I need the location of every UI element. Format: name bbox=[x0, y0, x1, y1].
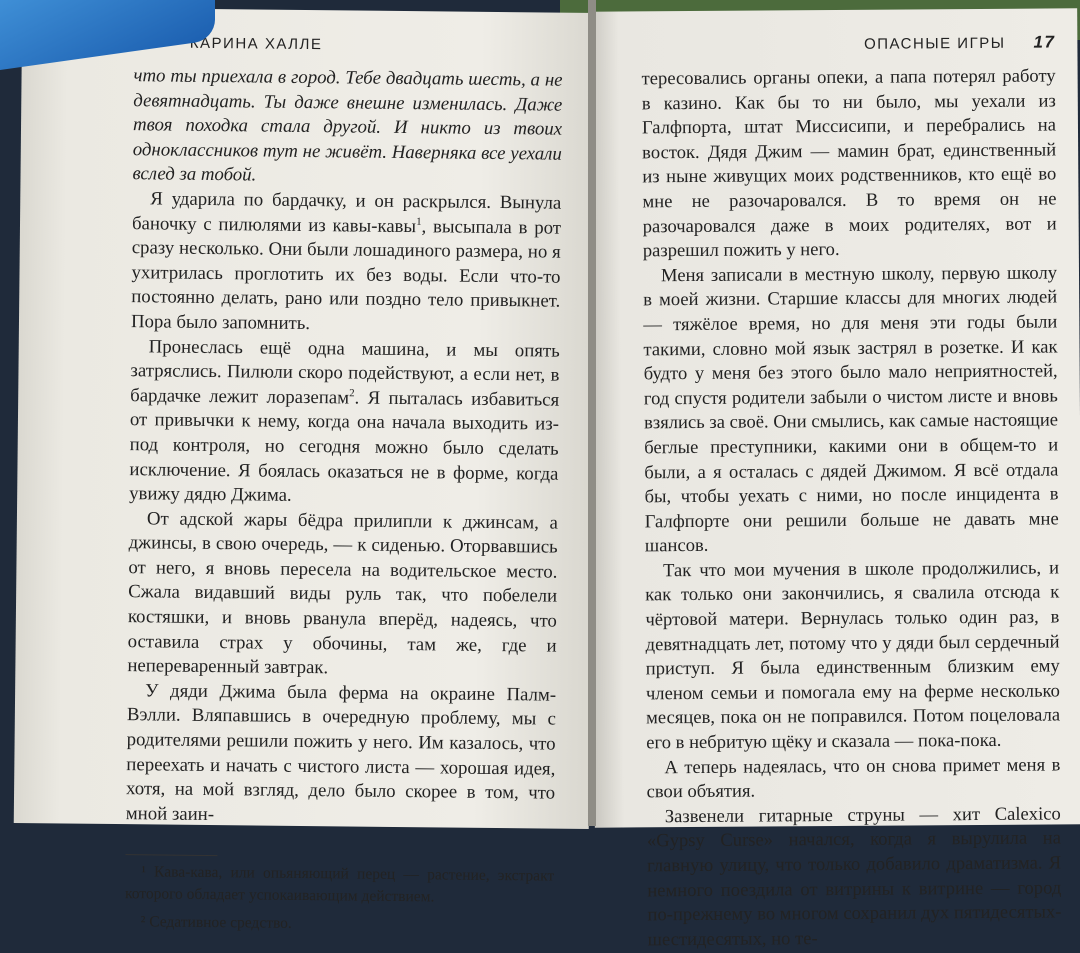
footnote-ref: 1 bbox=[416, 215, 422, 228]
right-page bbox=[589, 8, 1080, 951]
paragraph-text: Я ударила по бардачку, и он раскрылся. Вынула баночку с пилюлями из кавы-кавы bbox=[131, 188, 562, 237]
right-page-header bbox=[641, 32, 1055, 55]
footnote-divider bbox=[125, 855, 217, 857]
running-head-title: ОПАСНЫЕ ИГРЫ bbox=[863, 34, 1006, 53]
italic-paragraph: что ты приехала в город. Тебе двадцать шесть, а не девятнадцать. Ты даже внешне изменилась. Даже твоя походка стала другой. И никто из твоих одноклассников тут не живёт. Наверняка все уехали вслед за тобой. bbox=[132, 65, 563, 186]
paragraph bbox=[129, 335, 560, 512]
book-gutter bbox=[588, 0, 596, 826]
left-page bbox=[14, 7, 598, 933]
paragraph: От адской жары бёдра прилипли к джинсам, а джинсы, в свою очередь, — к сиденью. Оторвавшись от него, я вновь пересела на водительское место. Сжала видавший виды руль так, что побелели костяшки, и вновь рванула вперёд, надеясь, что оставила страх у обочины, там же, где и непереваренный завтрак. bbox=[127, 508, 559, 679]
paragraph: тересовались органы опеки, а папа потерял работу в казино. Как бы то ни было, мы уехали из Галфпорта, штат Миссисипи, и перебрались на восток. Дядя Джим — мамин брат, единственный из ныне живущих моих родственников, кто ещё во мне не разочаровался. В то время он не разочаровался даже в моих родителях, вот и разрешил пожить у него. bbox=[641, 65, 1057, 262]
running-head-author: КАРИНА ХАЛЛЕ bbox=[189, 34, 323, 54]
page-number: 17 bbox=[1033, 32, 1056, 52]
paragraph bbox=[131, 187, 562, 339]
paragraph-text: . Я пыталась избавиться от привычки к нему, когда она начала выходить из-под контроля, но сегодня можно было сделать исключение. Я боялась оказаться не в форме, когда увижу дядю Джима. bbox=[129, 387, 560, 506]
paragraph: У дяди Джима была ферма на окраине Палм-Вэлли. Вляпавшись в очередную проблему, мы с родителями решили пожить у него. Им казалось, что переехать и начать с чистого листа — хорошая идея, хотя, на мой взгляд, дело было скорее в том, что мной заин- bbox=[125, 680, 557, 825]
paragraph: Зазвенели гитарные струны — хит Calexico «Gypsy Curse» начался, когда я вырулила на главную улицу, что только добавило драматизма. Я немного поездила от витрины к витрине — город по-прежнему во многом сохранил дух пятидесятых-шестидесятых, но те- bbox=[646, 803, 1062, 951]
paragraph-text: , высыпала в рот сразу несколько. Они были лошадиного размера, но я ухитрилась проглотить их без воды. Если что-то постоянно делать, рано или поздно тело привыкнет. Пора было запомнить. bbox=[130, 215, 562, 334]
footnote: ¹ Кава-кава, или опьяняющий перец — растение, экстракт которого обладает успокаивающим действием. bbox=[124, 863, 555, 906]
paragraph: Меня записали в местную школу, первую школу в моей жизни. Старшие классы для многих людей — тяжёлое время, но для меня эти годы были такими, словно мой язык застрял в розетке. И как будто у меня без этого было мало неприятностей, год спустя родители забыли о чистом листе и вновь взялись за своё. Они смылись, как самые настоящие беглые преступники, какими они в общем-то и были, а я осталась с дядей Джимом. Я всё отдала бы, чтобы уехать с ними, но после инцидента в Галфпорте они решили больше не давать мне шансов. bbox=[643, 262, 1059, 557]
paragraph: А теперь надеялась, что он снова примет меня в свои объятия. bbox=[646, 754, 1061, 803]
paragraph-text: Пронеслась ещё одна машина, и мы опять затряслись. Пилюли скоро подействуют, а если нет, в бардачке лежит лоразепам bbox=[130, 335, 560, 409]
footnote: ² Седативное средство. bbox=[140, 913, 292, 933]
footnote-ref: 2 bbox=[349, 386, 355, 399]
paragraph: Так что мои мучения в школе продолжились, и как только они закончились, я свалила отсюда к чёртовой матери. Вернулась только один раз, в девятнадцать лет, потому что у дяди был сердечный приступ. Я была единственным близким ему членом семьи и помогала ему на ферме несколько месяцев, пока он не поправился. Потом поцеловала его в небритую щёку и сказала — пока-пока. bbox=[645, 557, 1061, 754]
